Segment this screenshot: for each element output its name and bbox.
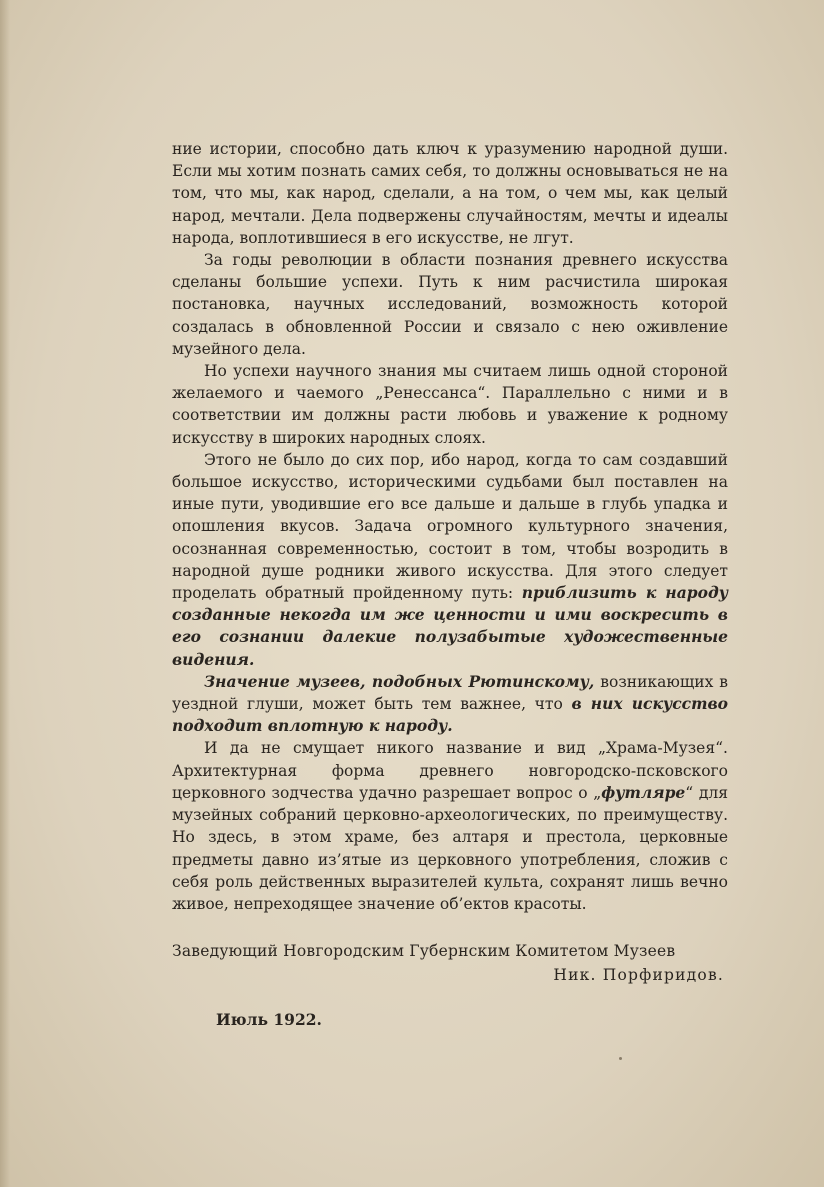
paragraph-text: возникающих в уездной глуши, может быть тем важнее, что [172,672,728,714]
paper-speck [619,1057,622,1060]
paragraph-text: За годы революции в области познания древнего искусства сделаны большие успехи. Путь к ним расчистила широкая постановка, научных исследований, возможность которой создалась в обновленной России и связало с нею оживление музейного дела. [172,251,728,358]
signatory-position: Заведующий Новгородским Губернским Комитетом Музеев [172,942,676,961]
emphasized-text: футляре [601,782,686,802]
signature-block [172,939,728,1031]
emphasized-text: в них искусство подходит вплотную к народу. [172,694,728,736]
paragraph-text: Но успехи научного знания мы считаем лишь одной стороной желаемого и чаемого „Ренессанса“. Параллельно с ними и в соответствии им должны расти любовь и уважение к родному искусству в широких народных слоях. [172,362,728,447]
document-date: Июль 1922. [216,1010,322,1030]
emphasized-text: приблизить к народу созданные некогда им же ценности и ими воскресить в его сознании далекие полузабытые художественные видения. [172,583,728,669]
signatory-name: Ник. Порфиридов. [553,966,724,985]
paragraph [172,360,728,449]
body-text [172,138,728,1031]
paragraph-text: Этого не было до сих пор, ибо народ, когда то сам создавший большое искусство, историческими судьбами был поставлен на иные пути, уводившие его все дальше и дальше в глубь упадка и опошления вкусов. Задача огромного культурного значения, осознанная современностью, состоит в том, чтобы возродить в народной душе родники живого искусства. Для этого следует проделать обратный пройденному путь: [172,450,728,603]
paragraph [172,449,728,671]
paragraph [172,138,728,249]
paragraph-text: ние истории, способно дать ключ к уразумению народной души. Если мы хотим познать самих себя, то должны основываться не на том, что мы, как народ, сделали, а на том, о чем мы, как целый народ, мечтали. Дела подвержены случайностям, мечты и идеалы народа, воплотившиеся в его искусстве, не лгут. [172,140,728,247]
paragraph [172,737,728,915]
emphasized-text: Значение музеев, подобных Рютинскому, [204,671,595,691]
paragraph [172,249,728,360]
paragraph-text: И да не смущает никого название и вид „Храма-Музея“. Архитектурная форма древнего новгородско-псковского церковного зодчества удачно разрешает вопрос о „ [172,739,728,802]
paragraph-text: “ для музейных собраний церковно-археологических, по преимуществу. Но здесь, в этом храме, без алтаря и престола, церковные предметы давно из’ятые из церковного употребления, сложив с себя роль действенных выразителей культа, сохранят лишь вечно живое, непреходящее значение об’ектов красоты. [172,783,728,913]
paragraph [172,671,728,738]
